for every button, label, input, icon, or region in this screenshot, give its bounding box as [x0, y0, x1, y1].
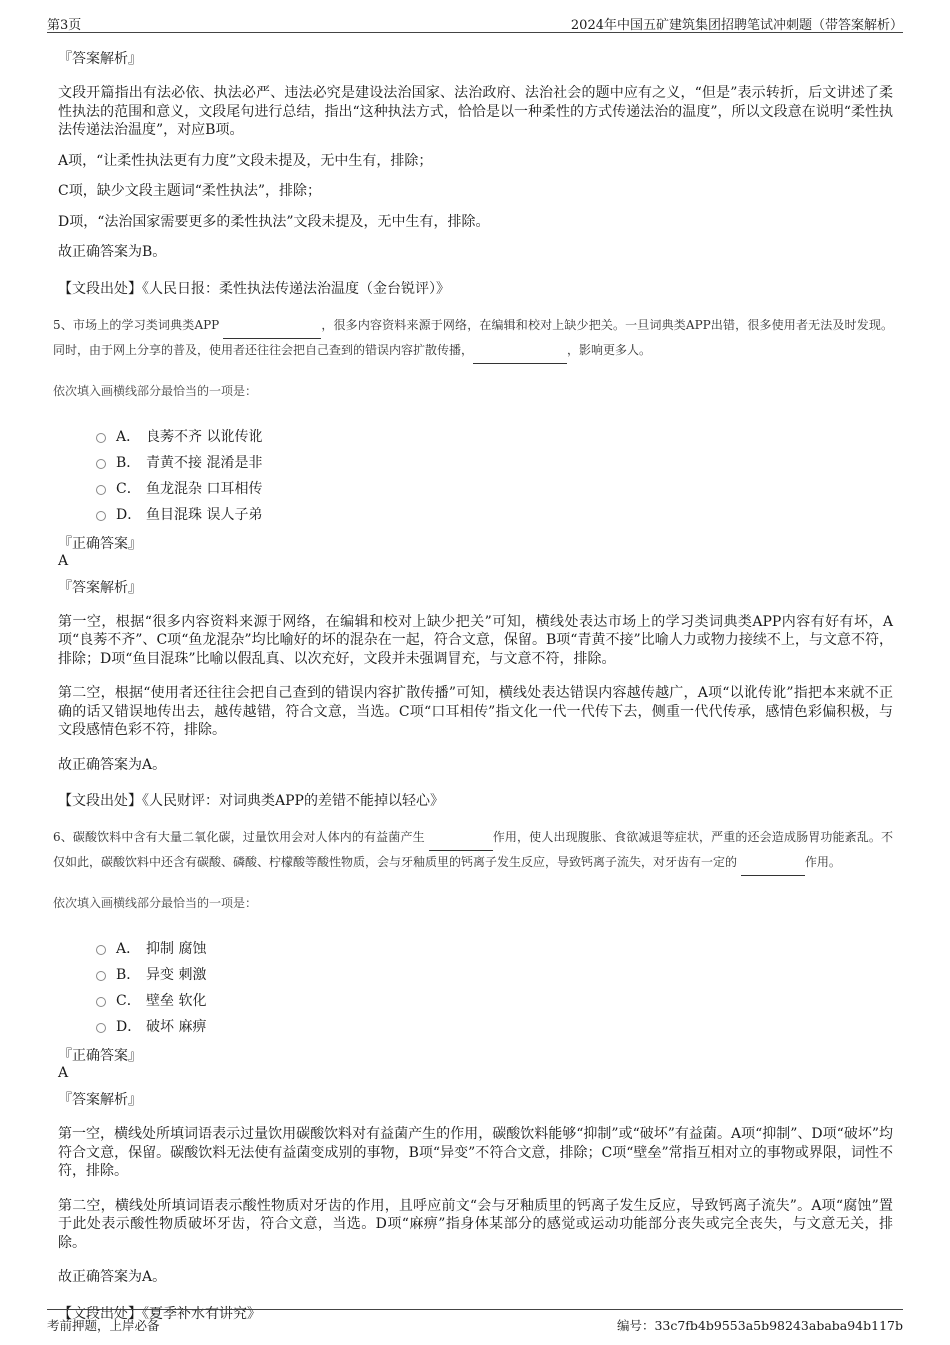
q6-stem-part1: 6、碳酸饮料中含有大量二氧化碳，过量饮用会对人体内的有益菌产生	[53, 830, 429, 844]
q6-ask: 依次填入画横线部分最恰当的一项是：	[53, 896, 258, 910]
q5-stem-part1: 5、市场上的学习类词典类APP	[53, 317, 224, 332]
q6-conclusion: 故正确答案为A。	[58, 1269, 167, 1285]
q6-answer: A	[58, 1065, 69, 1081]
q5-analysis-1: 第一空，根据“很多内容资料来源于网络，在编辑和校对上缺少把关”可知，横线处表达市场上的学习类词典类APP内容有好有坏，A项“良莠不齐”、C项“鱼龙混杂”均比喻好的坏的混杂在一起，符合文意，保留。B项“青黄不接”比喻人力或物力接续不上，与文意不符，排除；D项“鱼目混珠”比喻以假乱真、以次充好，文段并未强调冒充，与文意不符，排除。	[58, 613, 893, 667]
radio-icon[interactable]	[96, 459, 106, 469]
q6-stem-part2: 作用，使人出现腹胀、食欲减退等症状，严重的还会造成肠胃功能紊乱。不仅如此，碳酸饮料中还含有碳酸、磷酸、柠檬酸等酸性物质，会与牙釉质里的钙离子发生反应，导致钙离子流失，对牙齿有一定的	[53, 830, 893, 869]
q6-stem	[53, 826, 893, 876]
q5-option-b[interactable]: B． 青黄不接 混淆是非	[96, 449, 893, 475]
q4-conclusion: 故正确答案为B。	[58, 244, 167, 260]
page-number: 第3页	[47, 18, 82, 33]
radio-icon[interactable]	[96, 433, 106, 443]
correct-answer-label: 『正确答案』	[58, 535, 142, 552]
q6-option-b[interactable]: B． 异变 刺激	[96, 961, 893, 987]
q6-option-a[interactable]: A． 抑制 腐蚀	[96, 935, 893, 961]
page-content	[53, 42, 893, 1323]
q6-options	[96, 935, 893, 1039]
footer-slogan: 考前押题，上岸必备	[47, 1318, 160, 1333]
q6-analysis-2: 第二空，横线处所填词语表示酸性物质对牙齿的作用，且呼应前文“会与牙釉质里的钙离子发生反应，导致钙离子流失”。A项“腐蚀”置于此处表示酸性物质破坏牙齿，符合文意，当选。D项“麻痹”指身体某部分的感觉或运动功能部分丧失或完全丧失，与文意无关，排除。	[58, 1197, 893, 1251]
answer-analysis-label: 『答案解析』	[58, 1092, 142, 1108]
q6-source: 【文段出处】《夏季补水有讲究》	[58, 1305, 261, 1322]
q6-option-d[interactable]: D． 破坏 麻痹	[96, 1013, 893, 1039]
q5-conclusion: 故正确答案为A。	[58, 756, 167, 773]
page-footer	[47, 1309, 903, 1338]
document-title: 2024年中国五矿建筑集团招聘笔试冲刺题（带答案解析）	[570, 18, 903, 33]
q6-option-c[interactable]: C． 壁垒 软化	[96, 987, 893, 1013]
q4-option-a-note: A项，“让柔性执法更有力度”文段未提及，无中生有，排除；	[58, 152, 433, 169]
q6-analysis-1: 第一空，横线处所填词语表示过量饮用碳酸饮料对有益菌产生的作用，碳酸饮料能够“抑制”或“破坏”有益菌。A项“抑制”、D项“破坏”均符合文意，保留。碳酸饮料无法使有益菌变成别的事物，B项“异变”不符合文意，排除；C项“壁垒”常指互相对立的事物或界限，词性不符，排除。	[58, 1126, 893, 1179]
q5-option-c[interactable]: C． 鱼龙混杂 口耳相传	[96, 475, 893, 501]
q5-answer: A	[58, 552, 69, 569]
q5-option-d[interactable]: D． 鱼目混珠 误人子弟	[96, 501, 893, 527]
q5-source: 【文段出处】《人民财评：对词典类APP的差错不能掉以轻心》	[58, 793, 444, 809]
q5-stem-part2: ，很多内容资料来源于网络，在编辑和校对上缺少把关。一旦词典类APP出错，很多使用者无法及时发现。同时，由于网上分享的普及，使用者还往往会把自己查到的错误内容扩散传播，	[53, 317, 893, 357]
radio-icon[interactable]	[96, 945, 106, 955]
q4-source: 【文段出处】《人民日报：柔性执法传递法治温度（金台锐评）》	[58, 280, 450, 297]
q6-blank-2	[741, 853, 805, 876]
q5-blank-1	[223, 316, 321, 339]
radio-icon[interactable]	[96, 485, 106, 495]
q4-analysis: 文段开篇指出有法必依、执法必严、违法必究是建设法治国家、法治政府、法治社会的题中应有之义，“但是”表示转折，后文讲述了柔性执法的范围和意义，文段尾句进行总结，指出“这种执法方式，恰恰是以一种柔性的方式传递法治的温度”，所以文段意在说明“柔性执法传递法治温度”，对应B项。	[58, 85, 893, 138]
radio-icon[interactable]	[96, 997, 106, 1007]
radio-icon[interactable]	[96, 971, 106, 981]
q5-stem	[53, 314, 893, 364]
q5-analysis-2: 第二空，根据“使用者还往往会把自己查到的错误内容扩散传播”可知，横线处表达错误内容越传越广，A项“以讹传讹”指把本来就不正确的话又错误地传出去，越传越错，符合文意，当选。C项“口耳相传”指文化一代一代传下去，侧重一代代传承，感情色彩偏积极，与文段感情色彩不符，排除。	[58, 685, 893, 738]
q5-option-a[interactable]: A． 良莠不齐 以讹传讹	[96, 423, 893, 449]
q5-ask: 依次填入画横线部分最恰当的一项是：	[53, 383, 258, 398]
page-header	[47, 10, 903, 33]
correct-answer-label: 『正确答案』	[58, 1048, 142, 1064]
document-id: 编号：33c7fb4b9553a5b98243ababa94b117b	[616, 1318, 903, 1333]
answer-analysis-label: 『答案解析』	[58, 579, 142, 596]
q6-blank-1	[429, 828, 493, 851]
radio-icon[interactable]	[96, 1023, 106, 1033]
q5-stem-part3: ，影响更多人。	[567, 342, 652, 357]
q6-stem-part3: 作用。	[804, 855, 841, 869]
q4-option-c-note: C项，缺少文段主题词“柔性执法”，排除；	[58, 183, 322, 199]
q4-option-d-note: D项，“法治国家需要更多的柔性执法”文段未提及，无中生有，排除。	[58, 213, 490, 230]
q5-options	[96, 423, 893, 527]
radio-icon[interactable]	[96, 511, 106, 521]
q5-blank-2	[473, 341, 567, 364]
answer-analysis-label: 『答案解析』	[58, 51, 142, 67]
